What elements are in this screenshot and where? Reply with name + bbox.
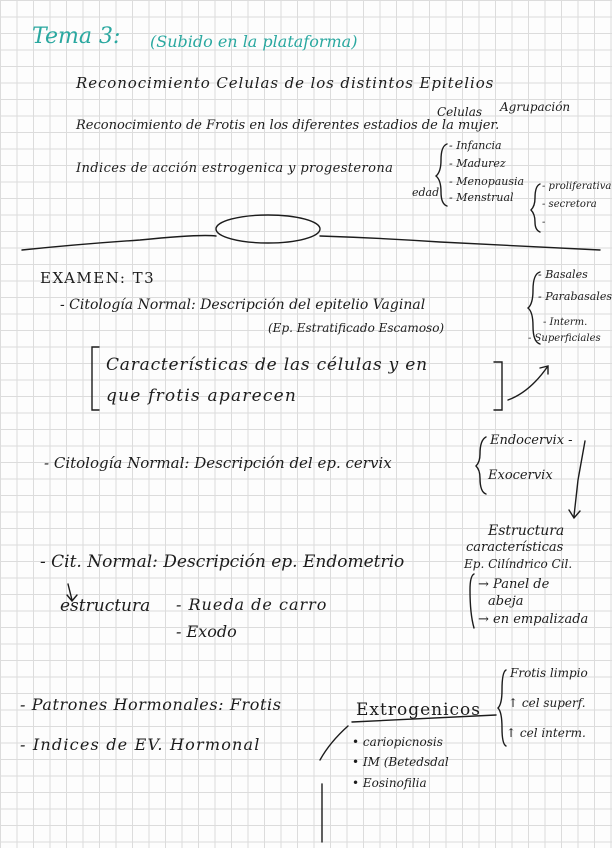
- ext-item: • Eosinofilia: [352, 776, 427, 790]
- extrogenicos: Extrogenicos: [356, 700, 481, 720]
- frotis-item: ↑ cel interm.: [506, 726, 586, 740]
- intro-line-2: Reconocimiento de Frotis en los diferentes estadios de la mujer.: [76, 118, 500, 133]
- arrow-to-estructura: [569, 441, 585, 518]
- page-title: Tema 3:: [32, 24, 121, 49]
- page-subtitle: (Subido en la plataforma): [150, 32, 358, 51]
- oval-doodle: [216, 215, 320, 243]
- section-divider: [22, 236, 600, 251]
- patrones-hormonales: - Patrones Hormonales: Frotis: [20, 695, 282, 714]
- caracteristicas-label: características: [466, 540, 564, 555]
- panel-brace: [470, 574, 474, 628]
- note-agrupacion: Agrupación: [500, 100, 571, 114]
- edad-item: - Madurez: [449, 157, 506, 170]
- frotis-item: ↑ cel superf.: [508, 696, 586, 710]
- arrow-to-cell-types: [508, 366, 548, 400]
- panel-de: → Panel de: [478, 577, 550, 592]
- intro-line-3: Indices de acción estrogenica y progesterona: [76, 161, 394, 176]
- cell-type-item: - Superficiales: [528, 333, 601, 344]
- citologia-vaginal: - Citología Normal: Descripción del epitelio Vaginal: [60, 297, 426, 313]
- ep-estratificado: (Ep. Estratificado Escamoso): [268, 321, 445, 335]
- intro-line-1: Reconocimiento Celulas de los distintos Epitelios: [76, 74, 495, 92]
- menstrual-item: -: [542, 217, 546, 228]
- endocervix: Endocervix -: [490, 433, 573, 448]
- endometrio-line: - Cit. Normal: Descripción ep. Endometrio: [40, 552, 405, 572]
- indices-ev-hormonal: - Indices de EV. Hormonal: [20, 735, 261, 754]
- estructura-heading: Estructura: [488, 523, 565, 539]
- edad-item: - Menstrual: [449, 191, 514, 204]
- indices-connector: [320, 726, 348, 760]
- frotis-item: Frotis limpio: [510, 666, 588, 680]
- edad-item: - Menopausia: [449, 175, 525, 188]
- cell-type-item: - Basales: [538, 268, 588, 281]
- frotis-brace: [498, 670, 506, 746]
- ext-item: • IM (Betedsdal: [352, 755, 449, 769]
- menstrual-item: - secretora: [542, 199, 597, 210]
- menstrual-brace: [531, 184, 540, 232]
- edad-label: edad: [412, 186, 440, 199]
- rueda-de-carro: - Rueda de carro: [176, 595, 328, 614]
- caracteristicas-bracket-right: [494, 362, 502, 410]
- caracteristicas-bracket-left: [92, 347, 99, 410]
- abeja: abeja: [488, 594, 524, 609]
- ep-cilindrico: Ep. Cilíndrico Cil.: [464, 557, 573, 571]
- exodo: - Exodo: [176, 622, 237, 641]
- exam-heading: EXAMEN: T3: [40, 269, 156, 287]
- ext-item: • cariopicnosis: [352, 735, 443, 749]
- edad-item: - Infancia: [449, 139, 502, 152]
- cell-type-item: - Interm.: [543, 317, 588, 328]
- cell-type-item: - Parabasales: [538, 290, 612, 303]
- menstrual-item: - proliferativa: [542, 181, 612, 192]
- caracteristicas-line-2: que frotis aparecen: [106, 386, 298, 406]
- estructura-label: estructura: [60, 596, 151, 616]
- exocervix: Exocervix: [488, 468, 553, 483]
- cervix-brace: [476, 437, 486, 494]
- caracteristicas-line-1: Características de las células y en: [106, 355, 428, 375]
- citologia-cervix: - Citología Normal: Descripción del ep. cervix: [44, 454, 392, 472]
- en-empalizada: → en empalizada: [478, 612, 589, 627]
- note-celulas: Celulas: [437, 105, 482, 119]
